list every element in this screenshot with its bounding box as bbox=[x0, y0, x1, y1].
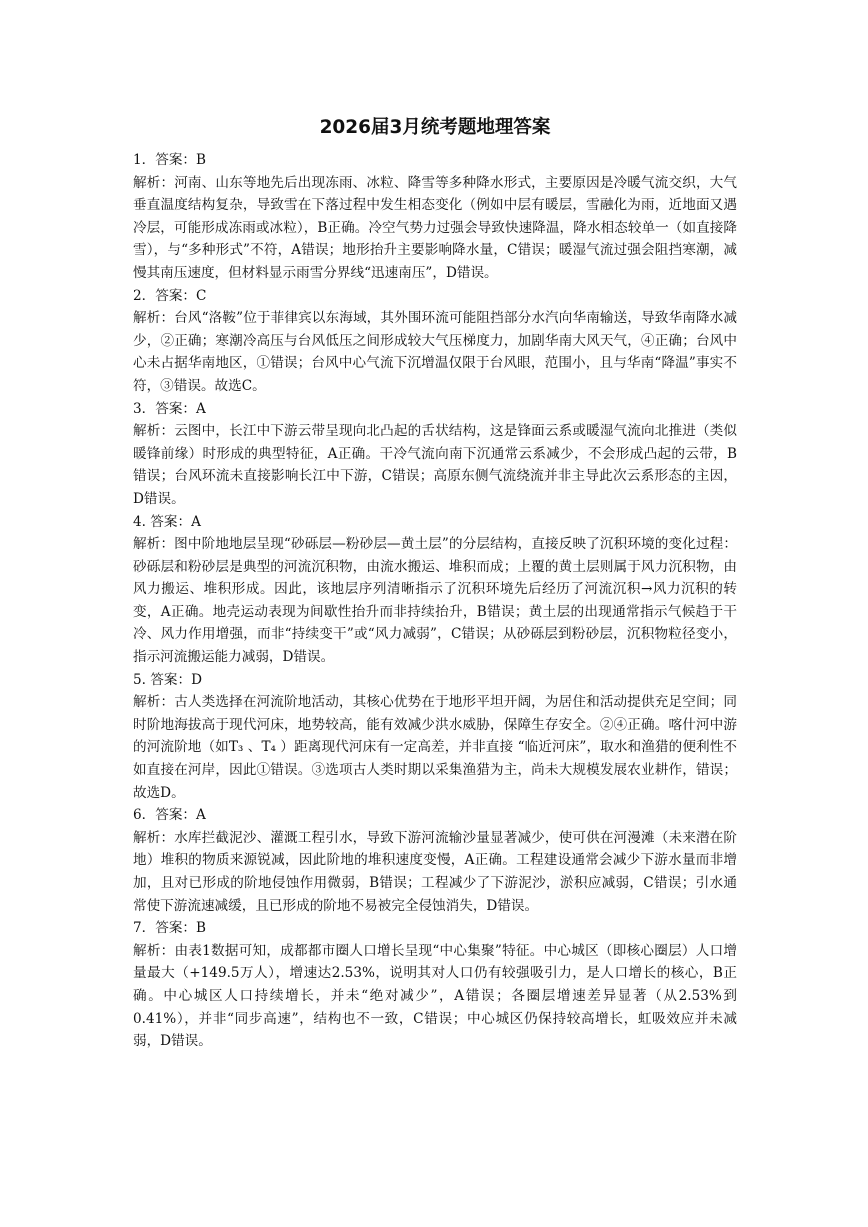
question-3 bbox=[133, 398, 737, 511]
analysis-paragraph: 解析：河南、山东等地先后出现冻雨、冰粒、降雪等多种降水形式，主要原因是冷暖气流交织，大气垂直温度结构复杂，导致雪在下落过程中发生相态变化（例如中层有暖层，雪融化为雨，近地面又遇冷层，可能形成冻雨或冰粒），B正确。冷空气势力过强会导致快速降温，降水相态较单一（如直接降雪），与“多种形式”不符，A错误；地形抬升主要影响降水量，C错误；暖湿气流过强会阻挡寒潮，减慢其南压速度，但材料显示雨雪分界线“迅速南压”，D错误。 bbox=[133, 174, 737, 281]
question-5 bbox=[133, 669, 737, 805]
answer-line: 4. 答案：A bbox=[133, 513, 201, 530]
page-title: 2026届3月统考题地理答案 bbox=[319, 117, 551, 138]
analysis-paragraph: 解析：台风“洛鞍”位于菲律宾以东海域，其外围环流可能阻挡部分水汽向华南输送，导致华南降水减少，②正确；寒潮冷高压与台风低压之间形成较大气压梯度力，加剧华南大风天气，④正确；台风中心未占据华南地区，①错误；台风中心气流下沉增温仅限于台风眼，范围小，且与华南“降温”事实不符，③错误。故选C。 bbox=[133, 310, 737, 394]
answer-line: 3．答案：A bbox=[133, 400, 206, 417]
analysis-paragraph: 解析：由表1数据可知，成都都市圈人口增长呈现“中心集聚”特征。中心城区（即核心圈层）人口增量最大（+149.5万人），增速达2.53%，说明其对人口仍有较强吸引力，是人口增长的核心，B正确。中心城区人口持续增长，并未“绝对减少”，A错误；各圈层增速差异显著（从2.53%到0.41%），并非“同步高速”，结构也不一致，C错误；中心城区仍保持较高增长，虹吸效应并未减弱，D错误。 bbox=[133, 942, 737, 1050]
question-7 bbox=[133, 917, 737, 1053]
answer-line: 1．答案：B bbox=[133, 152, 207, 168]
analysis-paragraph: 解析：水库拦截泥沙、灌溉工程引水，导致下游河流输沙量显著减少，使可供在河漫滩（未来潜在阶地）堆积的物质来源锐减，因此阶地的堆积速度变慢，A正确。工程建设通常会减少下游水量而非增加，且对已形成的阶地侵蚀作用微弱，B错误；工程减少了下游泥沙，淤积应减弱，C错误；引水通常使下游流速减缓，且已形成的阶地不易被完全侵蚀消失，D错误。 bbox=[133, 829, 737, 914]
analysis-paragraph: 解析：古人类选择在河流阶地活动，其核心优势在于地形平坦开阔，为居住和活动提供充足空间；同时阶地海拔高于现代河床，地势较高，能有效减少洪水威胁，保障生存安全。②④正确。喀什河中游的河流阶地（如T₃ 、T₄ ）距离现代河床有一定高差，并非直接 “临近河床”，取水和渔猎的便利性不如直接在河岸，因此①错误。③选项古人类时期以采集渔猎为主，尚未大规模发展农业耕作，错误；故选D。 bbox=[133, 694, 737, 801]
answer-line: 5. 答案：D bbox=[133, 671, 202, 688]
analysis-paragraph: 解析：图中阶地地层呈现“砂砾层—粉砂层—黄土层”的分层结构，直接反映了沉积环境的变化过程：砂砾层和粉砂层是典型的河流沉积物，由流水搬运、堆积而成；上覆的黄土层则属于风力沉积物，由风力搬运、堆积形成。因此，该地层序列清晰指示了沉积环境先后经历了河流沉积→风力沉积的转变，A正确。地壳运动表现为间歇性抬升而非持续抬升，B错误；黄土层的出现通常指示气候趋于干冷、风力作用增强，而非“持续变干”或“风力减弱”，C错误；从砂砾层到粉砂层，沉积物粒径变小，指示河流搬运能力减弱，D错误。 bbox=[133, 536, 737, 666]
answer-list bbox=[133, 149, 737, 1053]
question-6 bbox=[133, 804, 737, 917]
answer-line: 2．答案：C bbox=[133, 287, 207, 304]
question-2 bbox=[133, 285, 737, 398]
analysis-paragraph: 解析：云图中，长江中下游云带呈现向北凸起的舌状结构，这是锋面云系或暖湿气流向北推进（类似暖锋前缘）时形成的典型特征，A正确。干冷气流向南下沉通常云系减少，不会形成凸起的云带，B错误；台风环流未直接影响长江中下游，C错误；高原东侧气流绕流并非主导此次云系形态的主因，D错误。 bbox=[133, 423, 737, 507]
answer-line: 6．答案：A bbox=[133, 807, 206, 824]
question-1 bbox=[133, 149, 737, 285]
question-4 bbox=[133, 511, 737, 669]
answer-line: 7．答案：B bbox=[133, 920, 207, 937]
